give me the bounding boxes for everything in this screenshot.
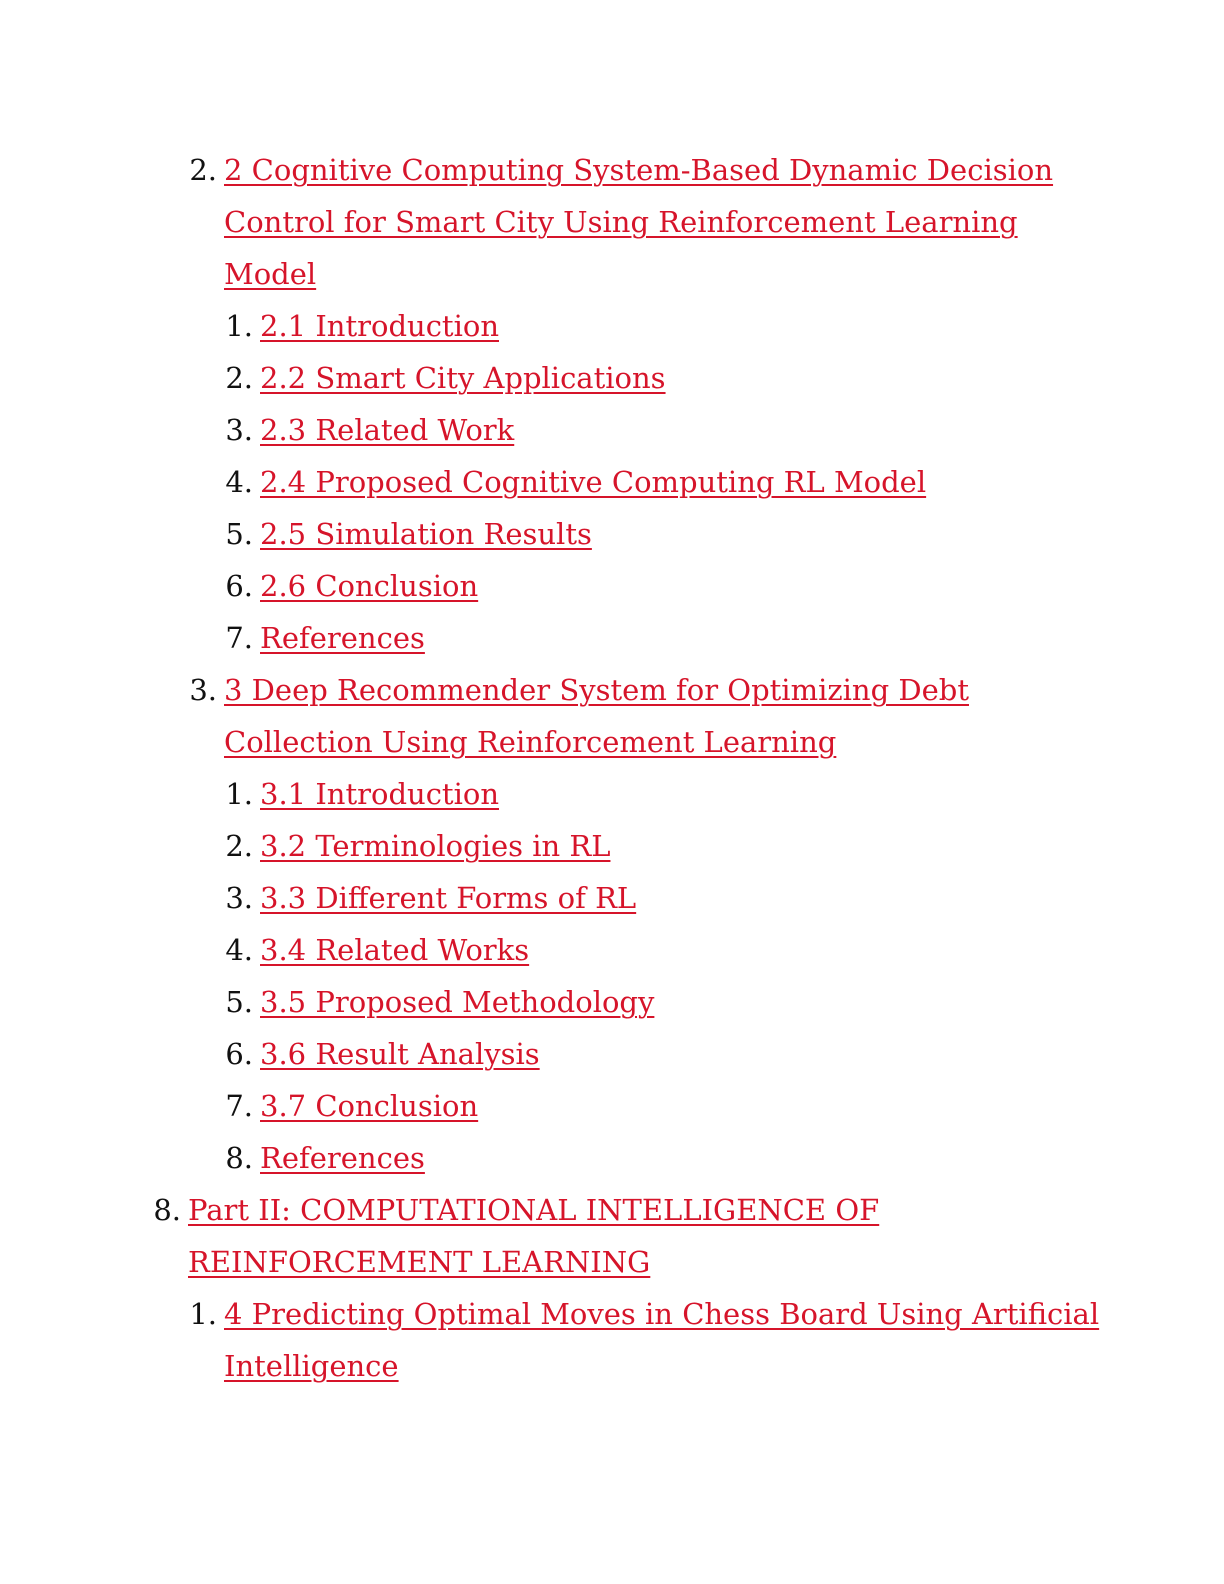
link-text-line: 3.4 Related Works: [260, 933, 530, 967]
link-text-line: 3.5 Proposed Methodology: [260, 985, 655, 1019]
list-number: 1.: [225, 777, 253, 811]
toc-link-2-references[interactable]: [260, 612, 425, 664]
toc-chapter-2: [189, 144, 1054, 300]
link-text-line: 2.1 Introduction: [260, 309, 499, 343]
toc-link-3-6[interactable]: [260, 1028, 540, 1080]
toc-link-3-4[interactable]: [260, 924, 529, 976]
list-number: 3.: [225, 881, 253, 915]
toc-part-2: [153, 1184, 880, 1288]
link-text-line: 2.6 Conclusion: [260, 569, 479, 603]
list-number: 1.: [189, 1297, 217, 1331]
link-text-line: Model: [224, 257, 317, 291]
toc-chapter-3: [189, 664, 969, 768]
toc-link-3-1[interactable]: [260, 768, 499, 820]
link-text-line: 2 Cognitive Computing System-Based Dynamic Decision: [224, 153, 1054, 187]
toc-section-3-references: [225, 1132, 425, 1184]
link-text-line: REINFORCEMENT LEARNING: [188, 1245, 651, 1279]
toc-section-2-3: [225, 404, 515, 456]
list-number: 3.: [189, 673, 217, 707]
list-number: 5.: [225, 517, 253, 551]
toc-section-3-3: [225, 872, 637, 924]
list-number: 4.: [225, 933, 253, 967]
toc-link-3-references[interactable]: [260, 1132, 425, 1184]
link-text-line: 2.3 Related Work: [260, 413, 515, 447]
link-text-line: 3.3 Different Forms of RL: [260, 881, 637, 915]
toc-section-2-4: [225, 456, 927, 508]
toc-link-chapter-3[interactable]: [224, 664, 969, 768]
toc-link-2-2[interactable]: [260, 352, 666, 404]
list-number: 7.: [225, 621, 253, 655]
toc-section-2-6: [225, 560, 479, 612]
list-number: 6.: [225, 569, 253, 603]
list-number: 5.: [225, 985, 253, 1019]
toc-link-3-7[interactable]: [260, 1080, 478, 1132]
toc-section-3-7: [225, 1080, 479, 1132]
toc-link-3-5[interactable]: [260, 976, 654, 1028]
toc-link-2-4[interactable]: [260, 456, 926, 508]
toc-link-3-3[interactable]: [260, 872, 636, 924]
link-text-line: Part II: COMPUTATIONAL INTELLIGENCE OF: [188, 1193, 880, 1227]
toc-link-2-1[interactable]: [260, 300, 499, 352]
toc-section-3-5: [225, 976, 655, 1028]
list-number: 8.: [153, 1193, 181, 1227]
link-text-line: Intelligence: [224, 1349, 399, 1383]
toc-section-3-2: [225, 820, 611, 872]
list-number: 3.: [225, 413, 253, 447]
toc-section-2-references: [225, 612, 425, 664]
toc-link-part-2[interactable]: [188, 1184, 879, 1288]
list-number: 6.: [225, 1037, 253, 1071]
link-text-line: 2.4 Proposed Cognitive Computing RL Model: [260, 465, 927, 499]
toc-section-2-2: [225, 352, 666, 404]
link-text-line: Collection Using Reinforcement Learning: [224, 725, 837, 759]
list-number: 4.: [225, 465, 253, 499]
link-text-line: 2.5 Simulation Results: [260, 517, 592, 551]
toc-link-2-5[interactable]: [260, 508, 592, 560]
toc-link-chapter-2[interactable]: [224, 144, 1053, 300]
list-number: 1.: [225, 309, 253, 343]
toc-section-2-1: [225, 300, 499, 352]
link-text-line: 3.2 Terminologies in RL: [260, 829, 611, 863]
list-number: 7.: [225, 1089, 253, 1123]
toc-section-3-1: [225, 768, 499, 820]
toc-section-2-5: [225, 508, 592, 560]
toc-section-3-6: [225, 1028, 540, 1080]
link-text-line: 4 Predicting Optimal Moves in Chess Board Using Artificial: [224, 1297, 1100, 1331]
link-text-line: 3.1 Introduction: [260, 777, 499, 811]
link-text-line: References: [260, 621, 425, 655]
toc-link-3-2[interactable]: [260, 820, 610, 872]
link-text-line: 3.6 Result Analysis: [260, 1037, 540, 1071]
link-text-line: 3.7 Conclusion: [260, 1089, 479, 1123]
link-text-line: 2.2 Smart City Applications: [260, 361, 666, 395]
link-text-line: References: [260, 1141, 425, 1175]
toc-link-chapter-4[interactable]: [224, 1288, 1099, 1392]
list-number: 2.: [225, 361, 253, 395]
toc-link-2-3[interactable]: [260, 404, 514, 456]
toc-section-3-4: [225, 924, 530, 976]
toc-chapter-4: [189, 1288, 1100, 1392]
list-number: 8.: [225, 1141, 253, 1175]
list-number: 2.: [189, 153, 217, 187]
link-text-line: Control for Smart City Using Reinforcement Learning: [224, 205, 1018, 239]
list-number: 2.: [225, 829, 253, 863]
toc-link-2-6[interactable]: [260, 560, 478, 612]
link-text-line: 3 Deep Recommender System for Optimizing Debt: [224, 673, 969, 707]
